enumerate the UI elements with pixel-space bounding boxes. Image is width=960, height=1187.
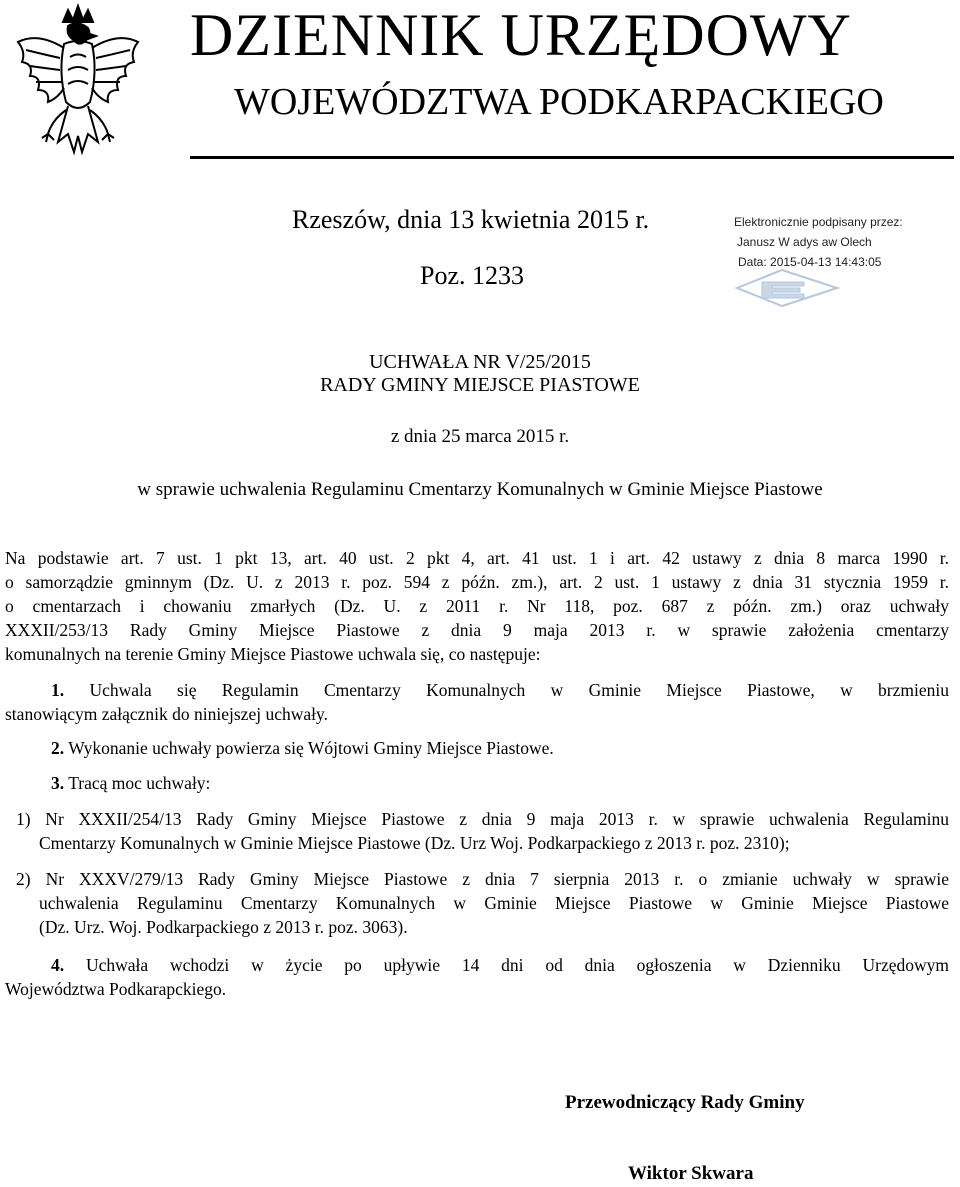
preamble [5, 546, 949, 666]
section-text: Wykonanie uchwały powierza się Wójtowi Gminy Miejsce Piastowe. [68, 738, 554, 758]
position-number: Poz. 1233 [420, 261, 524, 290]
section-2 [5, 736, 960, 760]
section-text: Uchwala się Regulamin Cmentarzy Komunalnych w Gminie Miejsce Piastowe, w brzmieniu [89, 680, 950, 700]
e-signature-logo-icon [732, 266, 842, 308]
resolution-date: z dnia 25 marca 2015 r. [390, 426, 570, 447]
header-divider [190, 156, 954, 159]
section-4 [5, 953, 949, 1001]
section-text: stanowiącym załącznik do niniejszej uchwały. [5, 704, 328, 724]
signature-signer: Janusz W adys aw Olech [737, 235, 872, 249]
section-1 [5, 678, 949, 726]
repealed-resolution-item [5, 867, 949, 939]
item-line: 1) Nr XXXII/254/13 Rady Gminy Miejsce Piastowe z dnia 9 maja 2013 r. w sprawie uchwalenia Regulaminu [16, 809, 949, 829]
signature-date: Data: 2015-04-13 14:43:05 [738, 255, 882, 269]
item-line: 2) Nr XXXV/279/13 Rady Gminy Miejsce Piastowe z dnia 7 sierpnia 2013 r. o zmianie uchwały w sprawie [16, 869, 949, 889]
preamble-line: XXXII/253/13 Rady Gminy Miejsce Piastowe z dnia 9 maja 2013 r. w sprawie założenia cmentarzy [5, 620, 949, 640]
journal-title: DZIENNIK URZĘDOWY [190, 2, 852, 68]
item-line: Cmentarzy Komunalnych w Gminie Miejsce Piastowe (Dz. Urz Woj. Podkarpackiego z 2013 r. poz. 2310); [39, 833, 790, 853]
section-3 [5, 771, 960, 795]
resolution-subject: w sprawie uchwalenia Regulaminu Cmentarzy Komunalnych w Gminie Miejsce Piastowe [137, 479, 823, 500]
section-text: Tracą moc uchwały: [68, 773, 211, 793]
signatory-name: Wiktor Skwara [628, 1163, 754, 1184]
preamble-line: o samorządzie gminnym (Dz. U. z 2013 r. poz. 594 z późn. zm.), art. 2 ust. 1 ustawy z dnia 31 stycznia 1959 r. [5, 572, 949, 592]
publication-place-date: Rzeszów, dnia 13 kwietnia 2015 r. [292, 205, 650, 234]
preamble-line: komunalnych na terenie Gminy Miejsce Piastowe uchwala się, co następuje: [5, 644, 541, 664]
signature-label: Elektronicznie podpisany przez: [734, 215, 903, 229]
resolution-title: UCHWAŁA NR V/25/2015 [369, 351, 591, 373]
section-text: Województwa Podkarapckiego. [5, 979, 227, 999]
repealed-resolution-item [5, 807, 949, 855]
preamble-line: o cmentarzach i chowaniu zmarłych (Dz. U. z 2011 r. Nr 118, poz. 687 z późn. zm.) oraz uchwały [5, 596, 949, 616]
item-line: uchwalenia Regulaminu Cmentarzy Komunalnych w Gminie Miejsce Piastowe w Gminie Miejsce Piastowe [39, 893, 949, 913]
item-line: (Dz. Urz. Woj. Podkarpackiego z 2013 r. poz. 3063). [39, 917, 408, 937]
section-number: 4. [51, 955, 65, 975]
section-text: Uchwała wchodzi w życie po upływie 14 dni od dnia ogłoszenia w Dzienniku Urzędowym [85, 955, 949, 975]
preamble-line: Na podstawie art. 7 ust. 1 pkt 13, art. 40 ust. 2 pkt 4, art. 41 ust. 1 i art. 42 ustawy z dnia 8 marca 1990 r. [5, 548, 949, 568]
council-name: RADY GMINY MIEJSCE PIASTOWE [320, 374, 640, 396]
signatory-title: Przewodniczący Rady Gminy [565, 1092, 805, 1113]
polish-eagle-emblem-icon [8, 2, 148, 172]
section-number: 2. [51, 738, 65, 758]
electronic-signature-stamp [730, 210, 950, 310]
journal-subtitle: WOJEWÓDZTWA PODKARPACKIEGO [234, 81, 884, 123]
section-number: 3. [51, 773, 65, 793]
section-number: 1. [51, 680, 65, 700]
